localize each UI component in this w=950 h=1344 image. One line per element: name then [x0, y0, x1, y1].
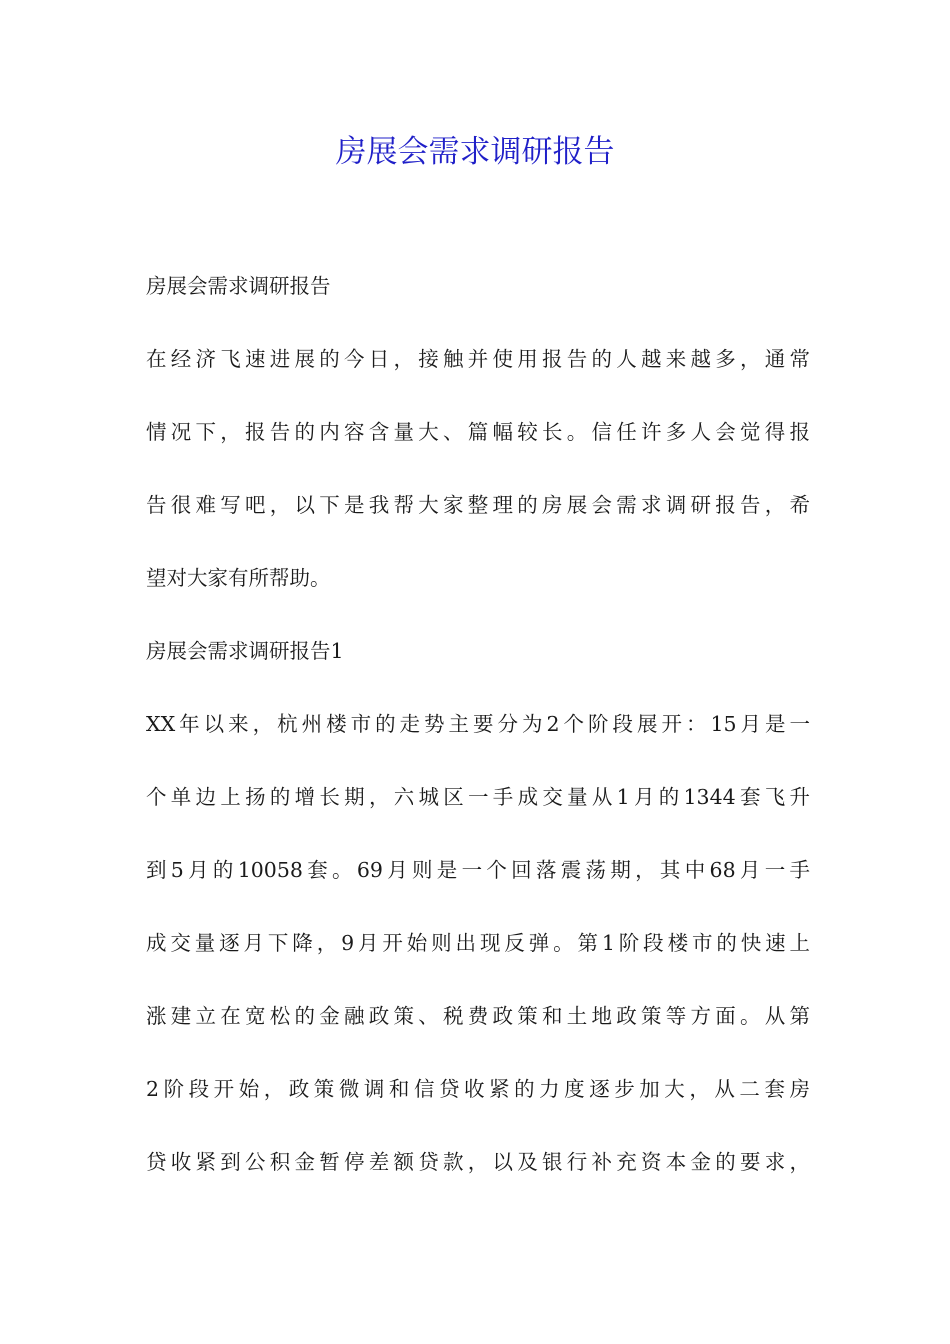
section-line-2: 个单边上扬的增长期，六城区一手成交量从1月的1344套飞升 [146, 785, 810, 809]
spacer [146, 1040, 810, 1065]
section-line-6: 2阶段开始，政策微调和信贷收紧的力度逐步加大，从二套房 [146, 1077, 810, 1101]
spacer [146, 602, 810, 627]
intro-line-2: 情况下，报告的内容含量大、篇幅较长。信任许多人会觉得报 [146, 420, 810, 444]
spacer [146, 383, 810, 408]
section-heading: 房展会需求调研报告1 [146, 639, 344, 663]
spacer [146, 967, 810, 992]
spacer [146, 675, 810, 700]
section-line-5: 涨建立在宽松的金融政策、税费政策和土地政策等方面。从第 [146, 1004, 810, 1028]
spacer [146, 894, 810, 919]
section-line-4: 成交量逐月下降，9月开始则出现反弹。第1阶段楼市的快速上 [146, 931, 810, 955]
document-title: 房展会需求调研报告 [335, 134, 615, 170]
spacer [146, 529, 810, 554]
section-line-7: 贷收紧到公积金暂停差额贷款，以及银行补充资本金的要求， [146, 1150, 810, 1174]
section-line-3: 到5月的10058套。69月则是一个回落震荡期，其中68月一手 [146, 858, 810, 882]
section-line-1: XX年以来，杭州楼市的走势主要分为2个阶段展开：15月是一 [146, 712, 810, 736]
subtitle-line: 房展会需求调研报告 [146, 274, 331, 298]
spacer [146, 748, 810, 773]
intro-line-3: 告很难写吧，以下是我帮大家整理的房展会需求调研报告，希 [146, 493, 810, 517]
intro-line-1: 在经济飞速进展的今日，接触并使用报告的人越来越多，通常 [146, 347, 810, 371]
spacer [146, 456, 810, 481]
spacer [146, 1113, 810, 1138]
document-body [146, 262, 810, 1186]
spacer [146, 821, 810, 846]
intro-line-4: 望对大家有所帮助。 [146, 566, 331, 590]
spacer [146, 310, 810, 335]
